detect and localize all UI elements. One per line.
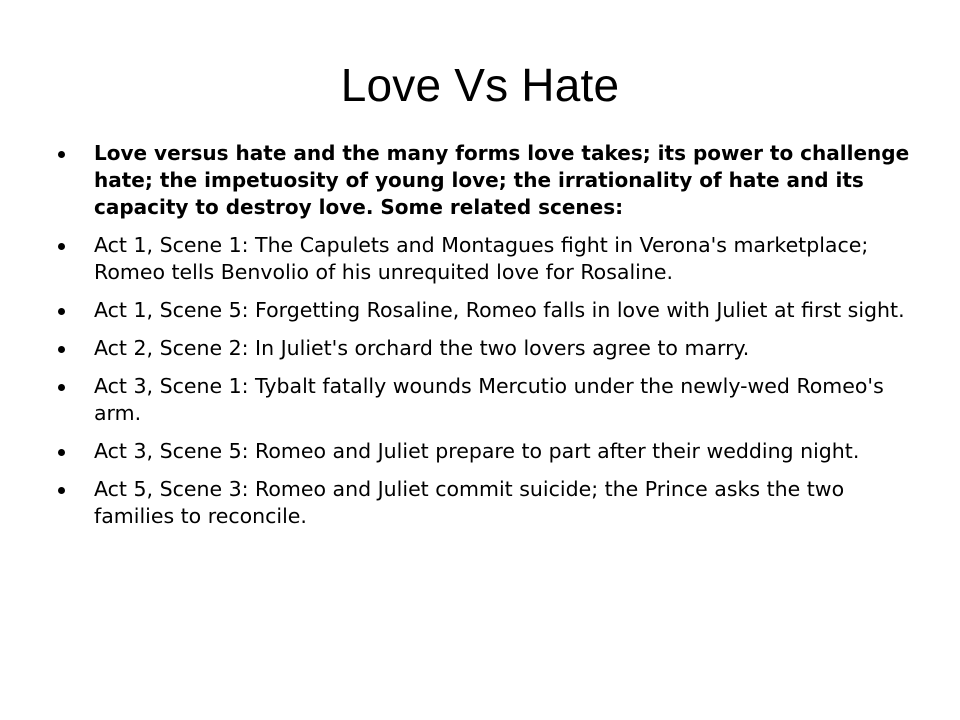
bullet-point-icon (58, 308, 65, 315)
bullet-item (58, 476, 918, 530)
bullet-text: Act 3, Scene 1: Tybalt fatally wounds Mercutio under the newly-wed Romeo's arm. (94, 374, 884, 425)
bullet-point-icon (58, 384, 65, 391)
bullet-list (58, 140, 918, 541)
bullet-point-icon (58, 449, 65, 456)
bullet-item (58, 335, 918, 362)
bullet-item (58, 438, 918, 465)
bullet-item (58, 232, 918, 286)
bullet-text: Act 5, Scene 3: Romeo and Juliet commit suicide; the Prince asks the two families to reconcile. (94, 477, 845, 528)
bullet-text: Act 2, Scene 2: In Juliet's orchard the two lovers agree to marry. (94, 336, 750, 360)
bullet-item (58, 140, 918, 221)
bullet-point-icon (58, 243, 65, 250)
bullet-text: Love versus hate and the many forms love takes; its power to challenge hate; the impetuosity of young love; the irrationality of hate and its capacity to destroy love. Some related scenes: (94, 141, 910, 219)
bullet-point-icon (58, 151, 65, 158)
bullet-text: Act 3, Scene 5: Romeo and Juliet prepare to part after their wedding night. (94, 439, 860, 463)
bullet-point-icon (58, 346, 65, 353)
bullet-text: Act 1, Scene 5: Forgetting Rosaline, Romeo falls in love with Juliet at first sight. (94, 298, 905, 322)
bullet-item (58, 297, 918, 324)
bullet-point-icon (58, 487, 65, 494)
slide-title: Love Vs Hate (340, 59, 620, 111)
bullet-text: Act 1, Scene 1: The Capulets and Montagues fight in Verona's marketplace; Romeo tells Benvolio of his unrequited love for Rosaline. (94, 233, 869, 284)
bullet-item (58, 373, 918, 427)
